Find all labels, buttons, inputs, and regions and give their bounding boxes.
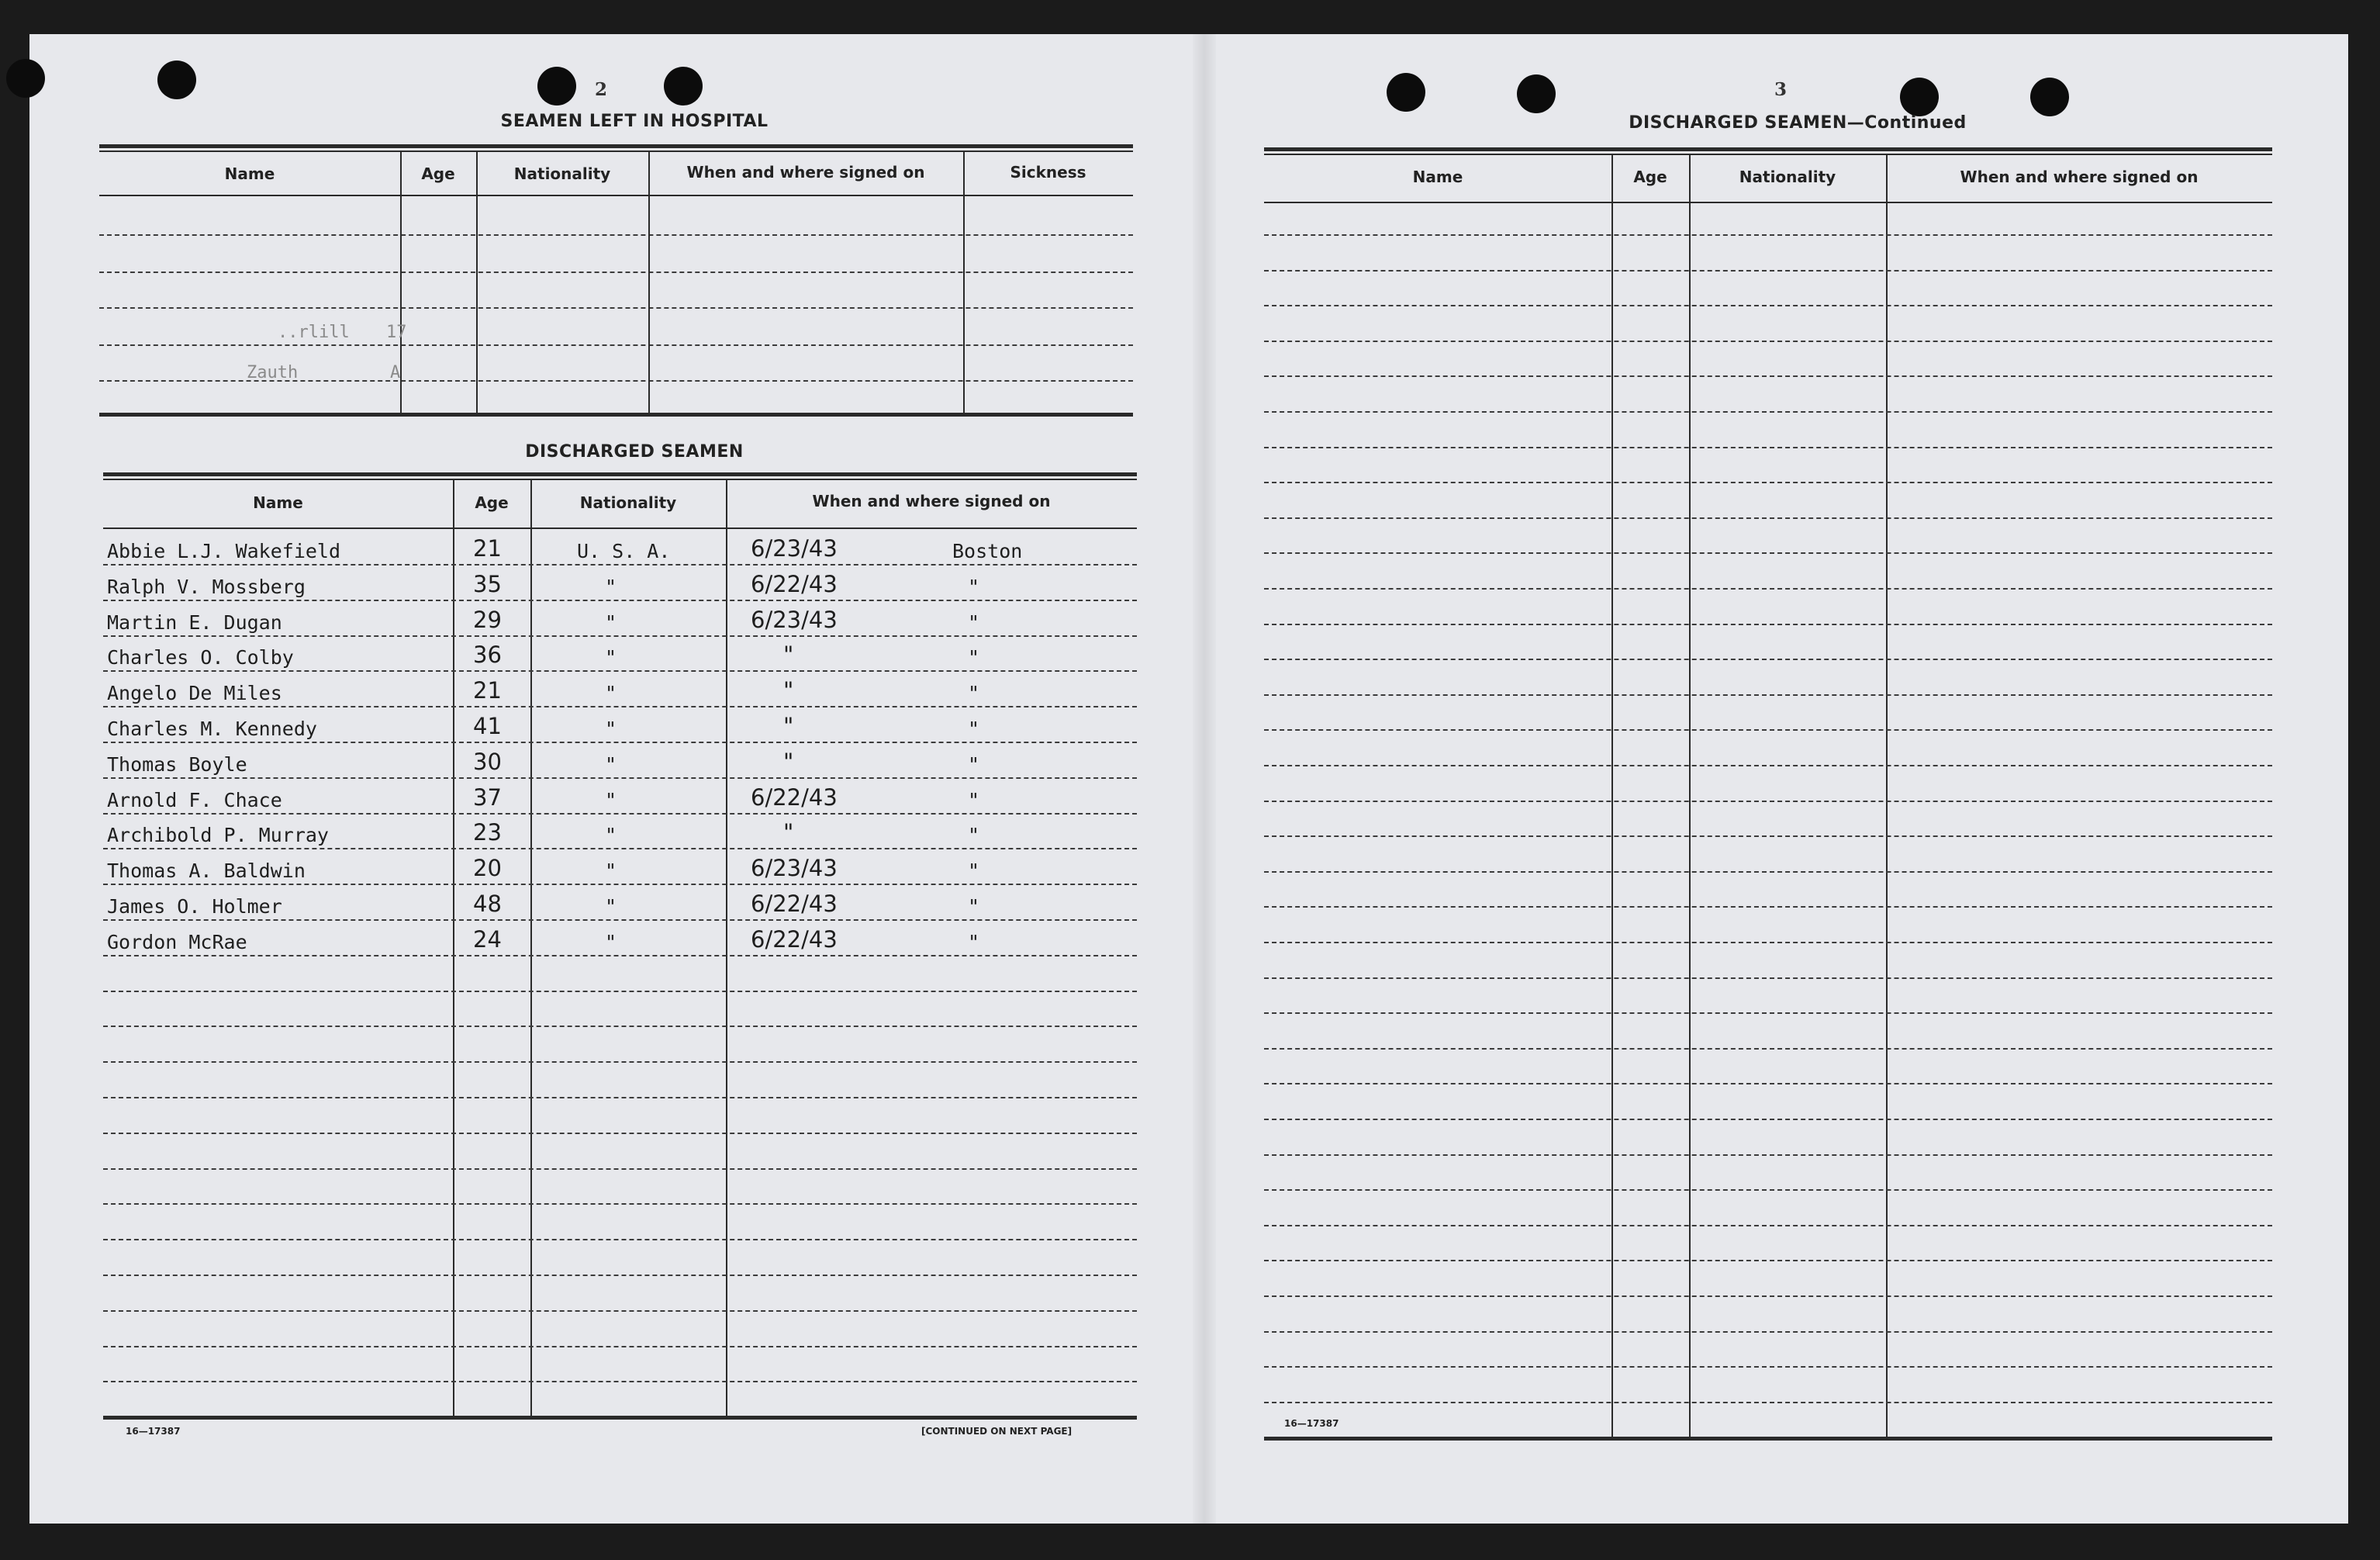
hospital-col-age: Age (421, 164, 455, 183)
page-number-right: 3 (1774, 79, 1788, 100)
signed-on-date: 6/23/43 (751, 855, 838, 881)
row-rule (1264, 447, 2272, 448)
row-rule (103, 813, 1137, 815)
row-rule (103, 1275, 1137, 1276)
row-rule (1264, 801, 2272, 802)
row-rule (1264, 835, 2272, 837)
column-divider (726, 479, 727, 1417)
seaman-age: 36 (473, 642, 502, 668)
row-rule (103, 706, 1137, 707)
row-rule (1264, 234, 2272, 236)
seaman-age: 20 (473, 855, 502, 881)
row-rule (1264, 871, 2272, 873)
seaman-age: 48 (473, 891, 502, 917)
row-rule (103, 1168, 1137, 1170)
seaman-name: Arnold F. Chace (107, 789, 282, 811)
signed-on-place: Boston (952, 540, 1023, 562)
seaman-age: 21 (473, 677, 502, 704)
row-rule (1264, 341, 2272, 342)
row-rule (1264, 1295, 2272, 1297)
row-rule (1264, 1012, 2272, 1014)
punch-hole (1900, 78, 1939, 116)
column-divider (476, 150, 478, 414)
table-rule (103, 472, 1137, 476)
signed-on-place: " (968, 895, 980, 918)
table-rule (99, 413, 1133, 417)
table-rule (1264, 1437, 2272, 1441)
table-rule (99, 344, 1133, 346)
seaman-nationality: U. S. A. (577, 540, 671, 562)
signed-on-date: 6/22/43 (751, 784, 838, 811)
row-rule (1264, 482, 2272, 483)
page-fold (1193, 34, 1216, 1524)
continued-col-age: Age (1633, 168, 1667, 186)
column-divider (648, 150, 650, 414)
table-rule (99, 144, 1133, 148)
table-rule (99, 150, 1133, 152)
row-rule (103, 1381, 1137, 1382)
table-rule (103, 527, 1137, 529)
row-rule (1264, 729, 2272, 731)
row-rule (103, 1346, 1137, 1347)
table-rule (99, 307, 1133, 309)
seaman-nationality: " (605, 576, 617, 598)
row-rule (103, 991, 1137, 992)
seaman-name: Martin E. Dugan (107, 611, 282, 634)
row-rule (1264, 942, 2272, 943)
seaman-name: Charles O. Colby (107, 646, 294, 669)
table-rule (1264, 154, 2272, 155)
signed-on-date: 6/22/43 (751, 571, 838, 597)
table-rule (1264, 147, 2272, 151)
row-rule (103, 1061, 1137, 1063)
signed-on-date: 6/23/43 (751, 607, 838, 633)
column-divider (530, 479, 532, 1417)
discharged-continued-title: DISCHARGED SEAMEN—Continued (1629, 113, 1967, 133)
punch-hole (1387, 73, 1425, 112)
seaman-name: Angelo De Miles (107, 682, 282, 704)
seaman-age: 35 (473, 571, 502, 597)
punch-hole (6, 59, 45, 98)
row-rule (1264, 977, 2272, 979)
discharged-col-nationality: Nationality (579, 493, 677, 512)
row-rule (1264, 659, 2272, 660)
row-rule (1264, 694, 2272, 696)
page-number-left: 2 (595, 79, 608, 100)
hospital-col-nationality: Nationality (513, 164, 611, 183)
discharged-col-age: Age (475, 493, 509, 512)
signed-on-place: " (968, 611, 980, 634)
hospital-col-name: Name (224, 164, 275, 183)
column-divider (1886, 154, 1888, 1438)
seaman-nationality: " (605, 895, 617, 918)
faint-name: ..rlill (278, 323, 350, 342)
seaman-name: Thomas Boyle (107, 753, 247, 776)
form-number-left: 16—17387 (126, 1426, 181, 1437)
row-rule (1264, 1402, 2272, 1403)
column-divider (1611, 154, 1613, 1438)
signed-on-place: " (968, 753, 980, 776)
row-rule (103, 1097, 1137, 1098)
row-rule (103, 564, 1137, 566)
table-rule (103, 1416, 1137, 1420)
seaman-age: 41 (473, 713, 502, 739)
punch-hole (2030, 78, 2069, 116)
hospital-section-title: SEAMEN LEFT IN HOSPITAL (500, 112, 769, 131)
row-rule (103, 600, 1137, 601)
signed-on-place: " (968, 931, 980, 953)
signed-on-date: 6/23/43 (751, 535, 838, 562)
seaman-nationality: " (605, 753, 617, 776)
signed-on-date: " (783, 819, 794, 846)
table-rule (99, 272, 1133, 273)
punch-hole (157, 61, 196, 99)
continued-col-name: Name (1412, 168, 1463, 186)
row-rule (103, 670, 1137, 672)
row-rule (1264, 1260, 2272, 1261)
seaman-nationality: " (605, 611, 617, 634)
hospital-col-sickness: Sickness (1010, 163, 1086, 182)
signed-on-date: " (783, 677, 794, 704)
discharged-section-title: DISCHARGED SEAMEN (525, 442, 744, 462)
seaman-age: 37 (473, 784, 502, 811)
row-rule (1264, 1154, 2272, 1156)
signed-on-place: " (968, 789, 980, 811)
row-rule (103, 848, 1137, 849)
row-rule (1264, 411, 2272, 413)
row-rule (1264, 624, 2272, 625)
continued-col-nationality: Nationality (1739, 168, 1836, 186)
seaman-age: 21 (473, 535, 502, 562)
column-divider (453, 479, 454, 1417)
row-rule (1264, 765, 2272, 766)
row-rule (103, 777, 1137, 779)
continued-col-when-where: When and where signed on (1960, 168, 2199, 186)
row-rule (103, 1310, 1137, 1312)
seaman-nationality: " (605, 860, 617, 882)
row-rule (103, 1239, 1137, 1240)
row-rule (103, 1203, 1137, 1205)
seaman-name: Archibold P. Murray (107, 824, 329, 846)
signed-on-date: " (783, 713, 794, 739)
row-rule (1264, 517, 2272, 519)
row-rule (103, 919, 1137, 921)
seaman-nationality: " (605, 789, 617, 811)
signed-on-place: " (968, 576, 980, 598)
row-rule (103, 884, 1137, 885)
faint-name: Zauth (247, 363, 299, 382)
signed-on-date: 6/22/43 (751, 926, 838, 953)
seaman-nationality: " (605, 931, 617, 953)
row-rule (1264, 1083, 2272, 1084)
discharged-col-name: Name (253, 493, 303, 512)
table-rule (103, 479, 1137, 480)
faint-age: A (390, 363, 401, 382)
seaman-age: 29 (473, 607, 502, 633)
seaman-name: James O. Holmer (107, 895, 282, 918)
seaman-nationality: " (605, 718, 617, 740)
row-rule (1264, 1119, 2272, 1120)
seaman-nationality: " (605, 682, 617, 704)
column-divider (1689, 154, 1691, 1438)
signed-on-date: " (783, 642, 794, 668)
row-rule (1264, 1366, 2272, 1368)
seaman-name: Thomas A. Baldwin (107, 860, 306, 882)
row-rule (103, 635, 1137, 637)
row-rule (1264, 1331, 2272, 1333)
seaman-name: Charles M. Kennedy (107, 718, 317, 740)
faint-age: 17 (386, 323, 407, 342)
seaman-name: Abbie L.J. Wakefield (107, 540, 341, 562)
form-number-right: 16—17387 (1284, 1418, 1339, 1429)
row-rule (1264, 588, 2272, 590)
row-rule (103, 1133, 1137, 1134)
row-rule (1264, 1048, 2272, 1050)
seaman-name: Ralph V. Mossberg (107, 576, 306, 598)
signed-on-place: " (968, 860, 980, 882)
column-divider (963, 150, 965, 414)
signed-on-place: " (968, 646, 980, 669)
signed-on-date: " (783, 749, 794, 775)
punch-hole (1517, 74, 1556, 113)
row-rule (103, 1026, 1137, 1027)
seaman-name: Gordon McRae (107, 931, 247, 953)
seaman-age: 24 (473, 926, 502, 953)
signed-on-place: " (968, 718, 980, 740)
row-rule (1264, 305, 2272, 306)
punch-hole (537, 67, 576, 105)
continued-note: [CONTINUED ON NEXT PAGE] (921, 1426, 1073, 1437)
row-rule (1264, 552, 2272, 554)
signed-on-place: " (968, 682, 980, 704)
signed-on-date: 6/22/43 (751, 891, 838, 917)
signed-on-place: " (968, 824, 980, 846)
row-rule (1264, 1189, 2272, 1191)
table-rule (99, 195, 1133, 196)
row-rule (1264, 1225, 2272, 1226)
seaman-age: 30 (473, 749, 502, 775)
discharged-col-when-where: When and where signed on (812, 492, 1051, 510)
seaman-age: 23 (473, 819, 502, 846)
document-sheet (29, 34, 2348, 1524)
row-rule (103, 955, 1137, 956)
column-divider (400, 150, 402, 414)
row-rule (103, 742, 1137, 743)
seaman-nationality: " (605, 646, 617, 669)
table-rule (99, 234, 1133, 236)
row-rule (1264, 375, 2272, 377)
table-rule (1264, 202, 2272, 203)
row-rule (1264, 906, 2272, 908)
punch-hole (664, 67, 703, 105)
seaman-nationality: " (605, 824, 617, 846)
row-rule (1264, 270, 2272, 272)
hospital-col-when-where: When and where signed on (686, 163, 925, 182)
